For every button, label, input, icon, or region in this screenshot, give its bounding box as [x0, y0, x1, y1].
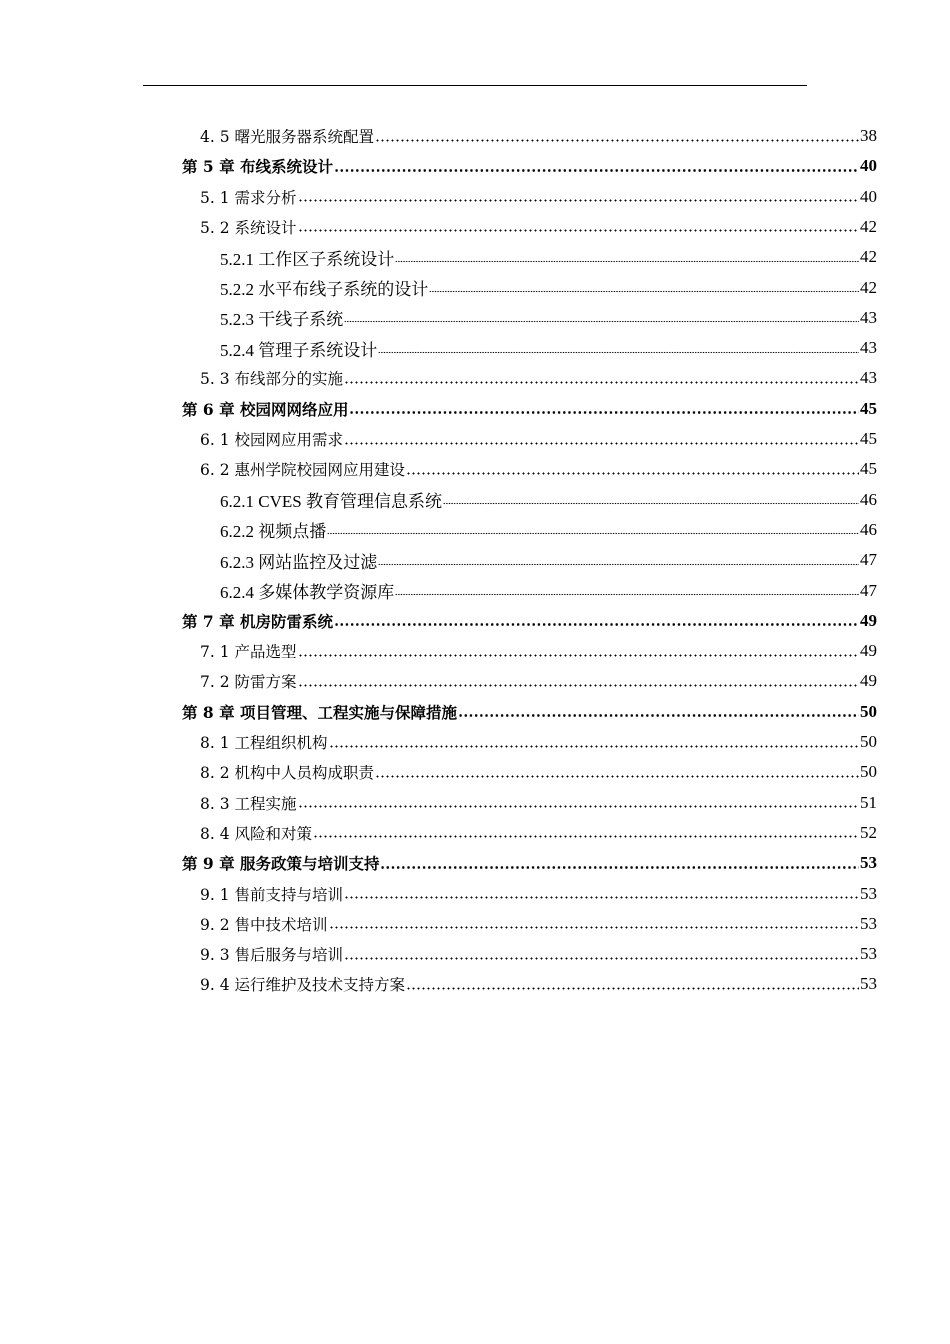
- toc-entry[interactable]: [220, 273, 877, 303]
- toc-entry-page-number: 46: [860, 519, 877, 539]
- toc-leader-dots: [378, 351, 859, 354]
- toc-entry-page-number: 53: [860, 853, 877, 873]
- toc-leader-dots: [344, 381, 859, 384]
- toc-entry[interactable]: [200, 879, 877, 909]
- toc-entry[interactable]: [200, 666, 877, 696]
- toc-entry-page-number: 45: [860, 459, 877, 479]
- header-rule: [143, 85, 807, 86]
- toc-entry-title: 6. 2 惠州学院校园网应用建设: [200, 461, 406, 480]
- toc-leader-dots: [298, 229, 859, 232]
- toc-leader-dots: [349, 411, 859, 414]
- toc-entry[interactable]: [200, 363, 877, 393]
- toc-entry-title: 5.2.2 水平布线子系统的设计: [220, 280, 429, 299]
- toc-entry[interactable]: [220, 485, 877, 515]
- toc-entry-title: 6.2.1 CVES 教育管理信息系统: [220, 492, 442, 512]
- toc-entry-page-number: 45: [860, 429, 877, 448]
- toc-leader-dots: [344, 896, 859, 899]
- toc-entry-title: 第 5 章 布线系统设计: [182, 157, 333, 177]
- toc-entry-page-number: 53: [860, 974, 877, 994]
- toc-entry-title: 8. 3 工程实施: [200, 794, 297, 813]
- toc-leader-dots: [313, 835, 859, 838]
- toc-entry-page-number: 43: [860, 307, 877, 327]
- toc-leader-dots: [298, 654, 859, 657]
- toc-entry-page-number: 47: [860, 580, 877, 600]
- toc-entry-page-number: 52: [860, 822, 877, 842]
- toc-leader-dots: [395, 593, 859, 596]
- toc-leader-dots: [375, 139, 859, 142]
- toc-entry[interactable]: [200, 909, 877, 939]
- toc-entry-page-number: 51: [860, 792, 877, 812]
- toc-leader-dots: [327, 532, 859, 535]
- toc-entry[interactable]: [220, 333, 877, 363]
- toc-leader-dots: [380, 866, 859, 869]
- toc-leader-dots: [329, 745, 859, 748]
- toc-entry[interactable]: [200, 212, 877, 242]
- toc-entry-page-number: 40: [860, 156, 877, 176]
- toc-entry-title: 8. 2 机构中人员构成职责: [200, 764, 375, 783]
- toc-leader-dots: [375, 775, 859, 778]
- toc-entry-title: 6.2.4 多媒体教学资源库: [220, 583, 395, 602]
- toc-entry-title: 5. 3 布线部分的实施: [200, 370, 344, 389]
- toc-entry-page-number: 49: [860, 671, 877, 691]
- toc-entry-page-number: 42: [860, 247, 877, 267]
- toc-entry-title: 5.2.1 工作区子系统设计: [220, 249, 395, 269]
- toc-leader-dots: [334, 169, 859, 172]
- toc-leader-dots: [298, 805, 859, 808]
- toc-entry-title: 5.2.4 管理子系统设计: [220, 340, 378, 360]
- toc-entry-title: 9. 2 售中技术培训: [200, 915, 328, 934]
- toc-entry-title: 8. 4 风险和对策: [200, 824, 313, 843]
- toc-leader-dots: [344, 320, 859, 323]
- toc-entry[interactable]: [220, 545, 877, 575]
- toc-entry-title: 5.2.3 干线子系统: [220, 310, 344, 330]
- toc-entry[interactable]: [182, 848, 877, 878]
- toc-entry-title: 4. 5 曙光服务器系统配置: [200, 128, 375, 146]
- toc-entry[interactable]: [182, 606, 877, 636]
- toc-leader-dots: [406, 472, 859, 475]
- toc-entry[interactable]: [200, 788, 877, 818]
- toc-entry[interactable]: [200, 636, 877, 666]
- toc-entry-title: 6.2.3 网站监控及过滤: [220, 552, 378, 572]
- toc-entry-page-number: 43: [860, 368, 877, 388]
- toc-entry-page-number: 43: [860, 338, 877, 358]
- toc-entry-page-number: 45: [860, 398, 877, 418]
- toc-entry-page-number: 42: [860, 277, 877, 297]
- toc-leader-dots: [344, 442, 859, 445]
- toc-entry-title: 6.2.2 视频点播: [220, 522, 327, 542]
- toc-entry-title: 9. 4 运行维护及技术支持方案: [200, 976, 406, 995]
- toc-entry[interactable]: [200, 939, 877, 969]
- toc-entry[interactable]: [200, 757, 877, 787]
- toc-entry[interactable]: [200, 727, 877, 757]
- toc-entry[interactable]: [182, 394, 877, 424]
- toc-entry-page-number: 42: [860, 216, 877, 236]
- toc-leader-dots: [344, 957, 859, 960]
- toc-leader-dots: [298, 684, 859, 687]
- toc-entry-page-number: 53: [860, 883, 877, 903]
- toc-entry[interactable]: [200, 969, 877, 999]
- toc-entry-page-number: 40: [860, 186, 877, 206]
- toc-entry[interactable]: [200, 424, 877, 454]
- toc-entry[interactable]: [220, 303, 877, 333]
- toc-entry-title: 5. 2 系统设计: [200, 218, 297, 237]
- toc-entry-title: 9. 3 售后服务与培训: [200, 946, 344, 965]
- toc-entry-title: 9. 1 售前支持与培训: [200, 885, 344, 904]
- toc-entry-page-number: 50: [860, 762, 877, 782]
- toc-leader-dots: [378, 563, 859, 566]
- toc-entry-title: 7. 2 防雷方案: [200, 673, 297, 692]
- toc-entry-page-number: 49: [860, 641, 877, 661]
- toc-entry[interactable]: [200, 121, 877, 151]
- toc-entry-page-number: 50: [860, 701, 877, 721]
- toc-entry[interactable]: [200, 182, 877, 212]
- toc-leader-dots: [429, 290, 859, 293]
- toc-entry-title: 第 6 章 校园网网络应用: [182, 399, 349, 419]
- toc-entry-title: 8. 1 工程组织机构: [200, 734, 328, 752]
- toc-entry[interactable]: [200, 818, 877, 848]
- toc-leader-dots: [395, 260, 859, 263]
- toc-leader-dots: [329, 926, 859, 929]
- toc-entry-page-number: 46: [860, 489, 877, 509]
- toc-entry-page-number: 53: [860, 913, 877, 933]
- toc-entry-title: 第 7 章 机房防雷系统: [182, 611, 333, 631]
- toc-leader-dots: [298, 199, 859, 202]
- toc-entry-page-number: 47: [860, 550, 877, 570]
- toc-entry[interactable]: [220, 242, 877, 272]
- toc-leader-dots: [443, 502, 859, 505]
- toc-entry-page-number: 53: [860, 944, 877, 964]
- toc-entry-title: 第 8 章 项目管理、工程实施与保障措施: [182, 702, 457, 722]
- toc-entry[interactable]: [182, 151, 877, 181]
- toc-leader-dots: [334, 623, 859, 626]
- toc-entry[interactable]: [200, 454, 877, 484]
- toc-entry[interactable]: [182, 697, 877, 727]
- toc-entry[interactable]: [220, 515, 877, 545]
- toc-entry-page-number: 38: [860, 126, 877, 145]
- toc-entry-title: 5. 1 需求分析: [200, 188, 297, 207]
- toc-entry[interactable]: [220, 576, 877, 606]
- toc-entry-title: 第 9 章 服务政策与培训支持: [182, 854, 380, 874]
- toc-leader-dots: [406, 987, 859, 990]
- toc-entry-title: 6. 1 校园网应用需求: [200, 431, 344, 449]
- toc-entry-title: 7. 1 产品选型: [200, 643, 297, 662]
- toc-leader-dots: [458, 714, 859, 717]
- toc-entry-page-number: 49: [860, 610, 877, 630]
- toc-entry-page-number: 50: [860, 732, 877, 751]
